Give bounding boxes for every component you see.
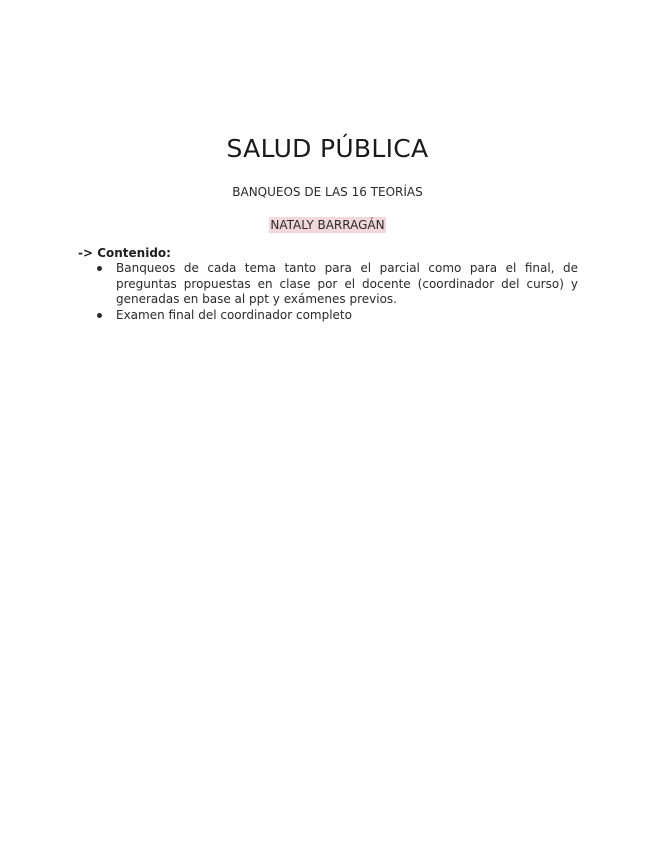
bullet-icon xyxy=(97,313,102,318)
author-line xyxy=(0,214,655,233)
list-item-text: Banqueos de cada tema tanto para el parcial como para el final, de preguntas propuestas en clase por el docente (coordinador del curso) y generadas en base al ppt y exámenes previos. xyxy=(116,261,578,306)
bullet-icon xyxy=(97,266,102,271)
list-item xyxy=(78,308,578,324)
author-name-highlighted: NATALY BARRAGÁN xyxy=(270,218,385,232)
content-heading: -> Contenido: xyxy=(78,246,171,260)
document-subtitle: BANQUEOS DE LAS 16 TEORÍAS xyxy=(232,185,423,199)
list-item xyxy=(78,261,578,308)
list-item-text: Examen final del coordinador completo xyxy=(116,307,352,322)
content-section xyxy=(78,245,578,323)
page-title: SALUD PÚBLICA xyxy=(226,134,429,163)
content-bullet-list xyxy=(78,261,578,323)
